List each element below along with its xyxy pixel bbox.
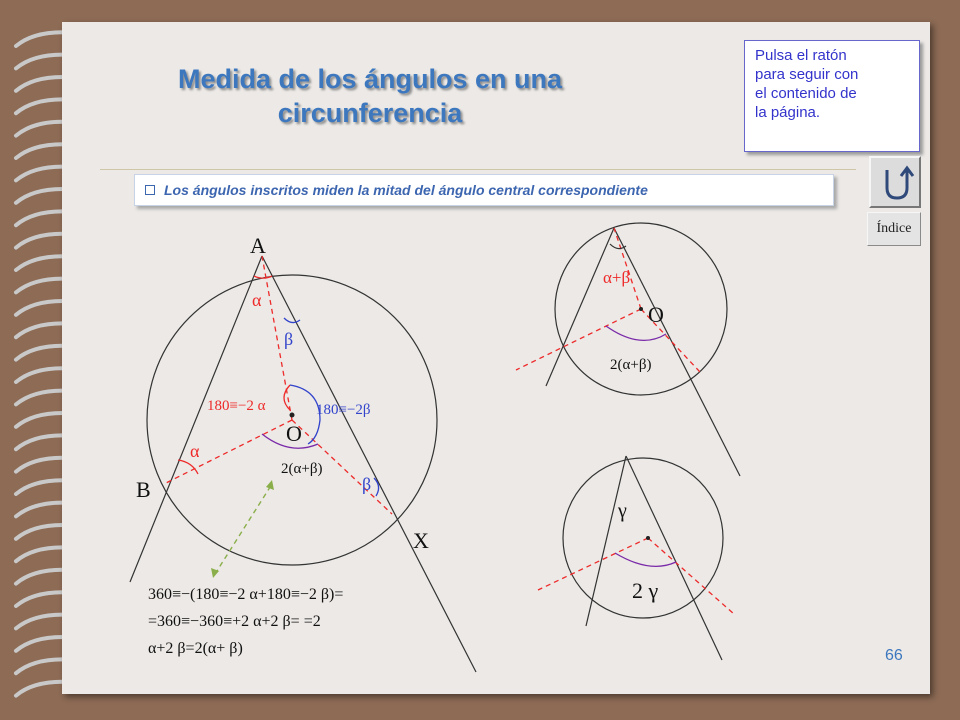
lower-label-inscribed: γ xyxy=(618,500,627,522)
lower-right-line xyxy=(626,456,722,660)
formula-line-2: =360≡−360≡+2 α+2 β= =2 xyxy=(148,613,321,630)
lower-label-central: 2 γ xyxy=(632,578,659,603)
label-alpha-vertex: α xyxy=(252,290,262,310)
statement-text: Los ángulos inscritos miden la mitad del ángulo central correspondiente xyxy=(164,182,648,198)
page-title-line-2: circunferencia xyxy=(277,98,463,128)
label-central-blue: 180≡−2β xyxy=(316,402,371,418)
upper-label-central: 2(α+β) xyxy=(610,357,652,373)
arrowhead-up-icon xyxy=(266,480,274,490)
center-o-dot xyxy=(290,413,295,418)
label-point-o: O xyxy=(286,421,302,446)
chord-ab-line xyxy=(130,256,262,582)
upper-right-line xyxy=(614,228,740,476)
label-point-a: A xyxy=(250,233,266,258)
figure-main xyxy=(130,233,476,672)
index-button[interactable]: Índice xyxy=(867,212,921,246)
page-title-line-1: Medida de los ángulos en una xyxy=(177,64,563,94)
label-beta-x: β xyxy=(362,474,372,494)
label-beta-vertex: β xyxy=(284,329,294,349)
label-point-x: X xyxy=(413,528,429,553)
label-point-b: B xyxy=(136,477,151,502)
arrowhead-down-icon xyxy=(211,568,219,578)
page-number: 66 xyxy=(885,647,903,664)
figure-lower-right xyxy=(538,456,734,660)
upper-left-line xyxy=(546,228,614,386)
lower-center-dot xyxy=(646,536,650,540)
formula-block xyxy=(148,586,343,657)
upper-label-o: O xyxy=(648,302,664,327)
formula-line-1: 360≡−(180≡−2 α+180≡−2 β)= xyxy=(148,586,344,603)
figure-upper-right xyxy=(516,223,740,476)
label-alpha-b: α xyxy=(190,441,200,461)
central-red-arc xyxy=(284,385,290,410)
label-central-total: 2(α+β) xyxy=(281,461,323,477)
lower-central-arc xyxy=(615,553,676,566)
upper-center-dot xyxy=(639,307,643,311)
alpha-b-arc xyxy=(178,460,198,474)
note-line-4: la página. xyxy=(755,104,821,121)
upper-central-arc xyxy=(606,326,666,340)
label-central-red: 180≡−2 α xyxy=(207,398,266,414)
upper-label-inscribed: α+β xyxy=(603,268,631,287)
dashed-pointer-arrow xyxy=(215,484,272,574)
note-line-3: el contenido de xyxy=(755,85,857,102)
note-line-1: Pulsa el ratón xyxy=(755,47,847,64)
lower-left-line xyxy=(586,456,626,626)
beta-vertex-arc xyxy=(284,318,300,323)
note-line-2: para seguir con xyxy=(755,66,859,83)
formula-line-3: α+2 β=2(α+ β) xyxy=(148,640,243,657)
